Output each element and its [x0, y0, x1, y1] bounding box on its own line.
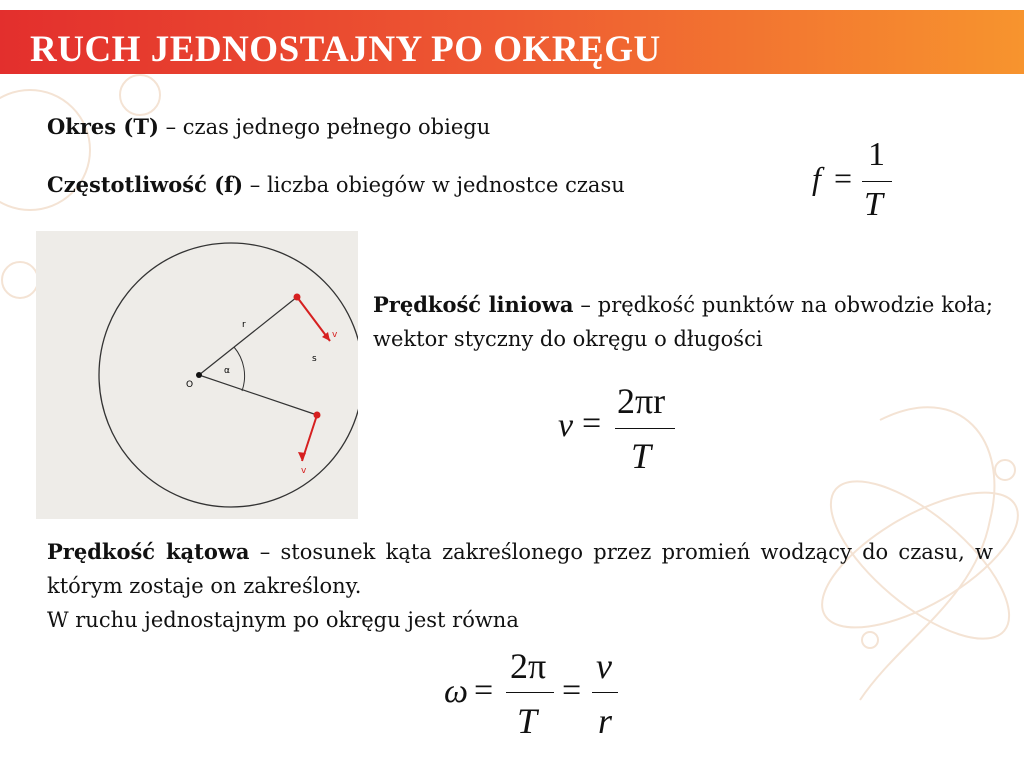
- diagram-svg: [36, 231, 358, 519]
- label-angle: α: [224, 366, 230, 376]
- frequency-term: Częstotliwość (f): [47, 172, 244, 197]
- frequency-definition: [47, 168, 807, 202]
- angular-velocity-line3: W ruchu jednostajnym po okręgu jest równa: [47, 608, 519, 632]
- formula-f-bar: [862, 181, 892, 182]
- label-vector-2: v: [301, 466, 307, 476]
- angular-desc: – stosunek kąta zakreślonego przez promień wodzący do czasu, w którym zostaje on zakreślony.: [47, 540, 993, 598]
- label-radius: r: [242, 320, 246, 330]
- formula-v-bar: [615, 428, 675, 429]
- formula-v-num: 2πr: [617, 381, 666, 421]
- circular-motion-diagram: [36, 231, 358, 519]
- formula-w-num1: 2π: [510, 646, 547, 686]
- linear-term: Prędkość liniowa: [373, 292, 574, 317]
- formula-w-num2: v: [596, 646, 612, 686]
- formula-f-num: 1: [868, 136, 885, 173]
- angular-term: Prędkość kątowa: [47, 539, 250, 564]
- formula-v-eq: =: [582, 405, 602, 442]
- period-term: Okres (T): [47, 114, 159, 139]
- center-point: [196, 372, 202, 378]
- formula-w-den2: r: [598, 701, 613, 741]
- frequency-desc: – liczba obiegów w jednostce czasu: [243, 173, 625, 197]
- point-2: [314, 412, 321, 419]
- formula-w-den1: T: [517, 701, 538, 741]
- formula-w-eq2: =: [562, 672, 582, 709]
- velocity-arrowhead-2: [298, 452, 306, 461]
- angle-arc: [234, 347, 245, 391]
- radius-line-2: [199, 375, 317, 415]
- linear-velocity-definition: [373, 288, 993, 356]
- period-definition: [47, 110, 747, 144]
- formula-w-lhs: ω: [444, 673, 469, 710]
- page-title: RUCH JEDNOSTAJNY PO OKRĘGU: [30, 29, 661, 70]
- point-1: [294, 294, 301, 301]
- formula-f-eq: =: [834, 160, 853, 196]
- linear-desc: – prędkość punktów na obwodzie koła; wektor styczny do okręgu o długości: [373, 293, 993, 351]
- label-center: O: [186, 380, 194, 390]
- radius-line-1: [199, 297, 297, 375]
- period-desc: – czas jednego pełnego obiegu: [158, 115, 491, 139]
- formula-w-eq1: =: [474, 672, 494, 709]
- velocity-vector-1: [297, 297, 330, 341]
- formula-w-bar1: [506, 692, 554, 693]
- label-vector-1: v: [332, 330, 338, 340]
- title-bar: [0, 10, 1024, 74]
- formula-f-lhs: f: [812, 160, 821, 196]
- angular-velocity-definition: [47, 535, 993, 603]
- formula-f-den: T: [864, 186, 883, 223]
- formula-v-lhs: v: [558, 407, 574, 444]
- formula-v-den: T: [631, 436, 652, 476]
- formula-w-bar2: [592, 692, 618, 693]
- label-arc: s: [312, 354, 317, 364]
